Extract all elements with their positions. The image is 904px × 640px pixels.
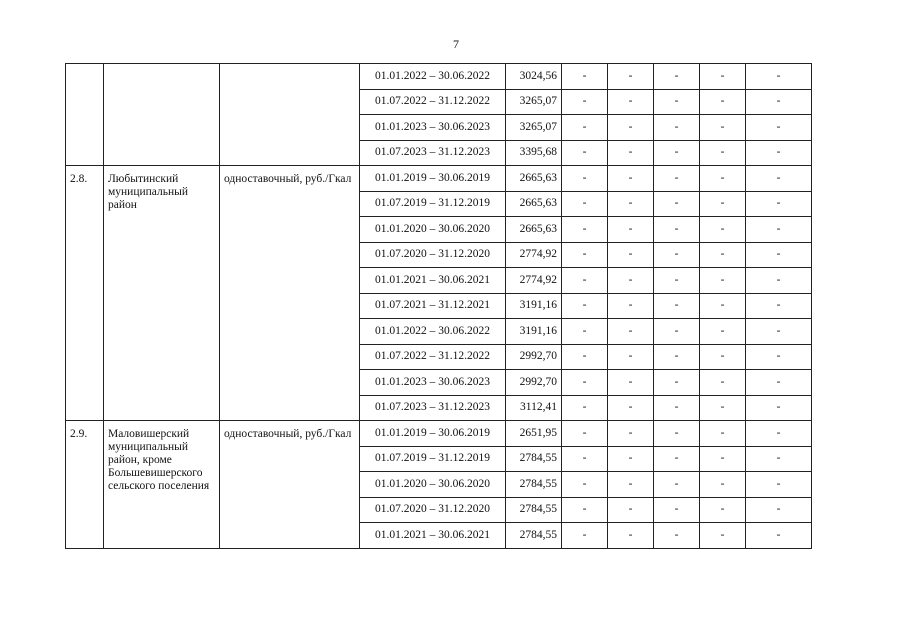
empty-value-cell: -	[562, 166, 608, 192]
tariff-value-cell: 3265,07	[506, 115, 562, 141]
empty-value-cell: -	[608, 421, 654, 447]
empty-value-cell: -	[654, 293, 700, 319]
empty-value-cell: -	[608, 319, 654, 345]
empty-value-cell: -	[700, 293, 746, 319]
empty-value-cell: -	[608, 268, 654, 294]
empty-value-cell: -	[562, 217, 608, 243]
tariff-value-cell: 3265,07	[506, 89, 562, 115]
empty-value-cell: -	[562, 115, 608, 141]
empty-value-cell: -	[746, 115, 812, 141]
empty-value-cell: -	[608, 446, 654, 472]
tariff-value-cell: 2665,63	[506, 166, 562, 192]
empty-value-cell: -	[562, 268, 608, 294]
empty-value-cell: -	[562, 370, 608, 396]
tariff-value-cell: 2992,70	[506, 370, 562, 396]
empty-value-cell: -	[700, 217, 746, 243]
empty-value-cell: -	[562, 421, 608, 447]
empty-value-cell: -	[608, 395, 654, 421]
empty-value-cell: -	[608, 140, 654, 166]
empty-value-cell: -	[654, 319, 700, 345]
table-body	[66, 64, 812, 549]
empty-value-cell: -	[654, 370, 700, 396]
period-cell: 01.01.2022 – 30.06.2022	[360, 64, 506, 90]
period-cell: 01.07.2022 – 31.12.2022	[360, 89, 506, 115]
table-row	[66, 64, 812, 90]
empty-value-cell: -	[654, 89, 700, 115]
period-cell: 01.01.2023 – 30.06.2023	[360, 370, 506, 396]
tariff-value-cell: 2774,92	[506, 268, 562, 294]
empty-value-cell: -	[608, 344, 654, 370]
empty-value-cell: -	[700, 166, 746, 192]
period-cell: 01.07.2023 – 31.12.2023	[360, 395, 506, 421]
empty-value-cell: -	[746, 472, 812, 498]
tariff-value-cell: 3191,16	[506, 293, 562, 319]
period-cell: 01.07.2019 – 31.12.2019	[360, 446, 506, 472]
empty-value-cell: -	[562, 89, 608, 115]
empty-value-cell: -	[700, 242, 746, 268]
empty-value-cell: -	[608, 64, 654, 90]
empty-value-cell: -	[608, 166, 654, 192]
period-cell: 01.07.2023 – 31.12.2023	[360, 140, 506, 166]
empty-value-cell: -	[700, 395, 746, 421]
empty-value-cell: -	[746, 217, 812, 243]
empty-value-cell: -	[654, 166, 700, 192]
empty-value-cell: -	[654, 523, 700, 549]
municipality-name-cell	[104, 64, 220, 166]
empty-value-cell: -	[654, 242, 700, 268]
empty-value-cell: -	[608, 497, 654, 523]
empty-value-cell: -	[654, 472, 700, 498]
empty-value-cell: -	[562, 446, 608, 472]
empty-value-cell: -	[562, 64, 608, 90]
empty-value-cell: -	[700, 370, 746, 396]
empty-value-cell: -	[654, 64, 700, 90]
empty-value-cell: -	[654, 191, 700, 217]
period-cell: 01.01.2021 – 30.06.2021	[360, 523, 506, 549]
period-cell: 01.07.2021 – 31.12.2021	[360, 293, 506, 319]
empty-value-cell: -	[562, 523, 608, 549]
period-cell: 01.07.2020 – 31.12.2020	[360, 497, 506, 523]
empty-value-cell: -	[562, 395, 608, 421]
empty-value-cell: -	[700, 64, 746, 90]
empty-value-cell: -	[700, 319, 746, 345]
empty-value-cell: -	[654, 268, 700, 294]
tariff-value-cell: 3024,56	[506, 64, 562, 90]
empty-value-cell: -	[746, 446, 812, 472]
item-number-cell: 2.9.	[66, 421, 104, 549]
empty-value-cell: -	[608, 89, 654, 115]
empty-value-cell: -	[562, 191, 608, 217]
tariff-type-cell	[220, 64, 360, 166]
empty-value-cell: -	[608, 472, 654, 498]
empty-value-cell: -	[700, 115, 746, 141]
item-number-cell	[66, 64, 104, 166]
empty-value-cell: -	[654, 421, 700, 447]
period-cell: 01.01.2023 – 30.06.2023	[360, 115, 506, 141]
tariff-value-cell: 2784,55	[506, 446, 562, 472]
empty-value-cell: -	[700, 446, 746, 472]
period-cell: 01.01.2022 – 30.06.2022	[360, 319, 506, 345]
empty-value-cell: -	[746, 344, 812, 370]
municipality-name-cell: Маловишерский муниципальный район, кроме Большевишерского сельского поселения	[104, 421, 220, 549]
empty-value-cell: -	[608, 217, 654, 243]
empty-value-cell: -	[746, 140, 812, 166]
tariff-value-cell: 2784,55	[506, 472, 562, 498]
empty-value-cell: -	[562, 140, 608, 166]
table-row	[66, 166, 812, 192]
empty-value-cell: -	[562, 293, 608, 319]
period-cell: 01.01.2020 – 30.06.2020	[360, 472, 506, 498]
empty-value-cell: -	[746, 497, 812, 523]
empty-value-cell: -	[746, 523, 812, 549]
tariff-value-cell: 3395,68	[506, 140, 562, 166]
tariff-value-cell: 2784,55	[506, 523, 562, 549]
empty-value-cell: -	[700, 268, 746, 294]
empty-value-cell: -	[746, 319, 812, 345]
empty-value-cell: -	[654, 446, 700, 472]
empty-value-cell: -	[746, 64, 812, 90]
empty-value-cell: -	[654, 217, 700, 243]
tariff-table	[65, 63, 812, 549]
tariff-type-cell: одноставочный, руб./Гкал	[220, 421, 360, 549]
item-number-cell: 2.8.	[66, 166, 104, 421]
empty-value-cell: -	[700, 421, 746, 447]
empty-value-cell: -	[700, 191, 746, 217]
tariff-type-cell: одноставочный, руб./Гкал	[220, 166, 360, 421]
period-cell: 01.07.2020 – 31.12.2020	[360, 242, 506, 268]
empty-value-cell: -	[746, 293, 812, 319]
empty-value-cell: -	[562, 472, 608, 498]
empty-value-cell: -	[608, 523, 654, 549]
empty-value-cell: -	[654, 497, 700, 523]
empty-value-cell: -	[700, 523, 746, 549]
empty-value-cell: -	[608, 370, 654, 396]
empty-value-cell: -	[700, 497, 746, 523]
table-row	[66, 421, 812, 447]
tariff-value-cell: 2784,55	[506, 497, 562, 523]
tariff-value-cell: 2665,63	[506, 217, 562, 243]
empty-value-cell: -	[700, 344, 746, 370]
empty-value-cell: -	[746, 395, 812, 421]
empty-value-cell: -	[608, 191, 654, 217]
empty-value-cell: -	[746, 370, 812, 396]
empty-value-cell: -	[608, 242, 654, 268]
period-cell: 01.07.2022 – 31.12.2022	[360, 344, 506, 370]
period-cell: 01.07.2019 – 31.12.2019	[360, 191, 506, 217]
empty-value-cell: -	[700, 472, 746, 498]
empty-value-cell: -	[608, 293, 654, 319]
empty-value-cell: -	[700, 89, 746, 115]
tariff-value-cell: 2774,92	[506, 242, 562, 268]
tariff-value-cell: 2665,63	[506, 191, 562, 217]
empty-value-cell: -	[746, 89, 812, 115]
empty-value-cell: -	[746, 242, 812, 268]
municipality-name-cell: Любытинский муниципальный район	[104, 166, 220, 421]
tariff-value-cell: 3191,16	[506, 319, 562, 345]
period-cell: 01.01.2020 – 30.06.2020	[360, 217, 506, 243]
tariff-value-cell: 2992,70	[506, 344, 562, 370]
tariff-value-cell: 3112,41	[506, 395, 562, 421]
period-cell: 01.01.2019 – 30.06.2019	[360, 421, 506, 447]
empty-value-cell: -	[746, 268, 812, 294]
empty-value-cell: -	[746, 191, 812, 217]
page-number: 7	[453, 37, 459, 51]
empty-value-cell: -	[654, 395, 700, 421]
empty-value-cell: -	[700, 140, 746, 166]
empty-value-cell: -	[654, 115, 700, 141]
period-cell: 01.01.2019 – 30.06.2019	[360, 166, 506, 192]
empty-value-cell: -	[562, 344, 608, 370]
empty-value-cell: -	[746, 421, 812, 447]
tariff-value-cell: 2651,95	[506, 421, 562, 447]
period-cell: 01.01.2021 – 30.06.2021	[360, 268, 506, 294]
empty-value-cell: -	[562, 242, 608, 268]
empty-value-cell: -	[562, 497, 608, 523]
empty-value-cell: -	[608, 115, 654, 141]
empty-value-cell: -	[654, 140, 700, 166]
empty-value-cell: -	[654, 344, 700, 370]
empty-value-cell: -	[562, 319, 608, 345]
empty-value-cell: -	[746, 166, 812, 192]
